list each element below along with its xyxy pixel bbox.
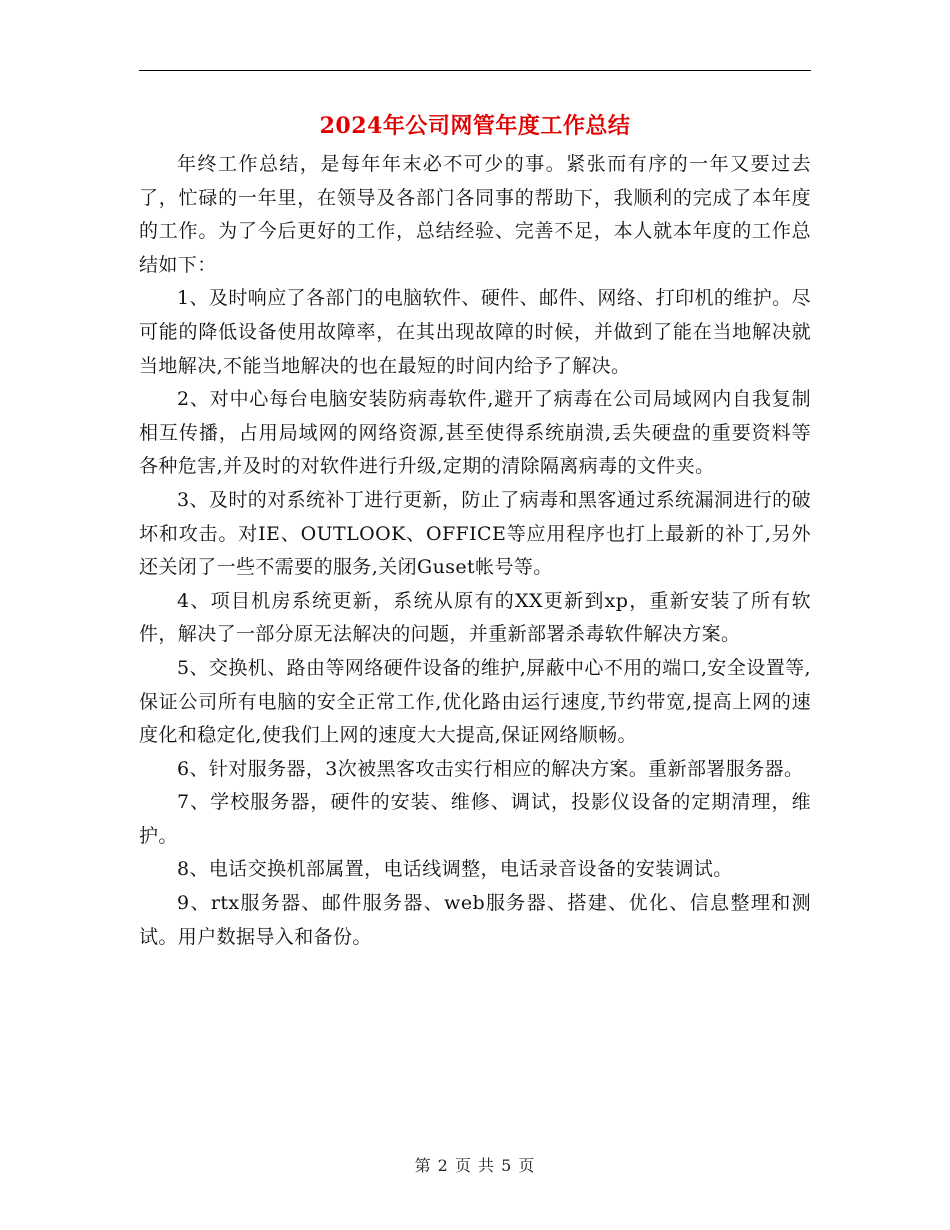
page-number: 第 2 页 共 5 页 <box>414 1156 536 1175</box>
document-title: 2024年公司网管年度工作总结 <box>319 113 631 139</box>
item-paragraph-3: 3、及时的对系统补丁进行更新，防止了病毒和黑客通过系统漏洞进行的破坏和攻击。对IE、OUTLOOK、OFFICE等应用程序也打上最新的补丁,另外还关闭了一些不需要的服务,关闭Guset帐号等。 <box>139 488 811 579</box>
item-paragraph-8: 8、电话交换机部属置，电话线调整，电话录音设备的安装调试。 <box>177 858 733 881</box>
item-paragraph-2: 2、对中心每台电脑安装防病毒软件,避开了病毒在公司局域网内自我复制相互传播，占用局域网的网络资源,甚至使得系统崩溃,丢失硬盘的重要资料等各种危害,并及时的对软件进行升级,定期的清除隔离病毒的文件夹。 <box>139 388 811 478</box>
document-body <box>139 148 811 954</box>
item-paragraph-9: 9、rtx服务器、邮件服务器、web服务器、搭建、优化、信息整理和测试。用户数据导入和备份。 <box>139 892 811 948</box>
item-paragraph-4: 4、项目机房系统更新，系统从原有的XX更新到xp，重新安装了所有软件，解决了一部分原无法解决的问题，并重新部署杀毒软件解决方案。 <box>139 589 811 646</box>
intro-paragraph: 年终工作总结，是每年年末必不可少的事。紧张而有序的一年又要过去了，忙碌的一年里，在领导及各部门各同事的帮助下，我顺利的完成了本年度的工作。为了今后更好的工作，总结经验、完善不足，本人就本年度的工作总结如下： <box>139 153 811 276</box>
item-paragraph-6: 6、针对服务器，3次被黑客攻击实行相应的解决方案。重新部署服务器。 <box>177 757 804 780</box>
header-rule <box>139 70 811 71</box>
item-paragraph-7: 7、学校服务器，硬件的安装、维修、调试，投影仪设备的定期清理，维护。 <box>139 791 811 847</box>
item-paragraph-1: 1、及时响应了各部门的电脑软件、硬件、邮件、网络、打印机的维护。尽可能的降低设备使用故障率，在其出现故障的时候，并做到了能在当地解决就当地解决,不能当地解决的也在最短的时间内给予了解决。 <box>139 287 811 377</box>
item-paragraph-5: 5、交换机、路由等网络硬件设备的维护,屏蔽中心不用的端口,安全设置等,保证公司所有电脑的安全正常工作,优化路由运行速度,节约带宽,提高上网的速度化和稳定化,使我们上网的速度大大提高,保证网络顺畅。 <box>139 656 811 747</box>
